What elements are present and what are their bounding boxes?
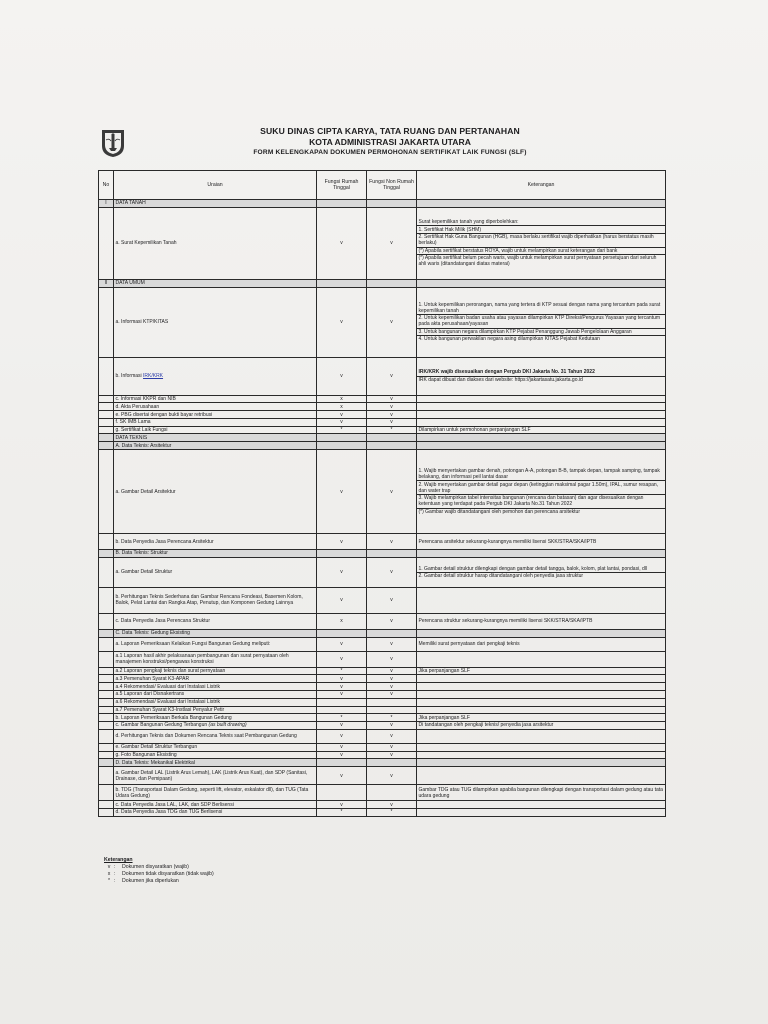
section-row: II DATA UMUM	[99, 279, 666, 287]
keterangan-cell: 1. Wajib menyertakan gambar denah, potongan A-A, potongan B-B, tampak depan, tampak samping, tampak belakang, dan informasi peil lantai dasar 2. Wajib menyertakan gambar detail pagar depan (ketinggian maksimal pagar 1.50m), IPAL, sumur resapan, dan water trap 3. Wajib melampirkan tabel intensitas bangunan (rencana dan batasan) dan agar disesuaikan dengan ketentuan yang terdapat pada Pergub DKI Jakarta No.31 Tahun 2022 (*) Gambar wajib ditandatangani oleh pemohon dan perencana arsitektur	[417, 450, 666, 534]
subsection-row: A. Data Teknis: Arsitektur	[99, 442, 666, 450]
document-header	[150, 126, 630, 156]
table-row: c. Data Penyedia Jasa Perencana Struktur x v Perencana struktur sekurang-kurangnya memiliki lisensi SKK/STRA/SKA/IPTB	[99, 613, 666, 629]
table-row: a. Gambar Detail Struktur v v 1. Gambar detail struktur dilengkapi dengan gambar detail tangga, balok, kolom, plat lantai, pondasi, dll 2. Gambar detail struktur harap ditandatangani oleh penyedia jasa struktur	[99, 557, 666, 587]
table-row: a. Gambar Detail Arsitektur v v 1. Wajib menyertakan gambar denah, potongan A-A, potongan B-B, tampak depan, tampak samping, tampak belakang, dan informasi peil lantai dasar 2. Wajib menyertakan gambar detail pagar depan (ketinggian maksimal pagar 1.50m), IPAL, sumur resapan, dan water trap 3. Wajib melampirkan tabel intensitas bangunan (rencana dan batasan) dan agar disesuaikan dengan ketentuan yang terdapat pada Pergub DKI Jakarta No.31 Tahun 2022 (*) Gambar wajib ditandatangani oleh pemohon dan perencana arsitektur	[99, 450, 666, 534]
legend-item: v : Dokumen disyaratkan (wajib)	[107, 864, 189, 871]
col-no: No	[99, 171, 114, 200]
table-row: c. Gambar Bangunan Gedung Terbangun (as built drawing) v v Di tandatangan oleh pengkaji teknis/ penyedia jasa arsitektur	[99, 722, 666, 730]
table-row: c. Informasi KKPR dan NIB x v	[99, 395, 666, 403]
legend-title: Keterangan	[104, 857, 133, 863]
section-row: DATA TEKNIS	[99, 434, 666, 442]
col-keterangan: Keterangan	[417, 171, 666, 200]
table-row: b. Data Penyedia Jasa Perencana Arsitektur v v Perencana arsitektur sekurang-kurangnya memiliki lisensi SKK/STRA/SKA/IPTB	[99, 534, 666, 550]
table-row: a.1 Laporan hasil akhir pelaksanaan pembangunan dan surat pernyataan oleh manajemen konstruksi/pengawas konstruksi v v	[99, 651, 666, 667]
table-row: a.6 Rekomendasi/ Evaluasi dari Instalasi Listrik	[99, 698, 666, 706]
legend-item: x : Dokumen tidak disyaratkan (tidak wajib)	[107, 871, 214, 878]
col-fungsi-rumah: Fungsi Rumah Tinggal	[317, 171, 367, 200]
keterangan-cell: 1. Gambar detail struktur dilengkapi dengan gambar detail tangga, balok, kolom, plat lantai, pondasi, dll 2. Gambar detail struktur harap ditandatangani oleh penyedia jasa struktur	[417, 557, 666, 587]
table-row: a.4 Rekomendasi/ Evaluasi dari Instalasi Listrik v v	[99, 683, 666, 691]
dki-jakarta-emblem-icon	[100, 128, 126, 158]
table-row: a. Laporan Pemeriksaan Kelaikan Fungsi Bangunan Gedung meliputi: v v Memiliki surat pernyataan dari pengkaji teknis	[99, 637, 666, 651]
keterangan-cell: 1. Untuk kepemilikan perorangan, nama yang tertera di KTP sesuai dengan nama yang tercantum pada surat kepemilikan tanah 2. Untuk kepemilikan badan usaha atau yayasan dilampirkan KTP Direksi/Pengurus Yayasan yang tercantum pada akta perusahaan/yayasan 3. Untuk bangunan negara dilampirkan KTP Pejabat Penanggung Jawab Pengelolaan Anggaran 4. Untuk bangunan perwakilan negara asing dilampirkan KITAS Pejabat Kedutaan	[417, 287, 666, 357]
table-row: b. Perhitungan Teknis Sederhana dan Gambar Rencana Fondeasi, Basemen Kolom, Balok, Pelat Lantai dan Rangka Atap, Penutup, dan Komponen Gedung Lainnya v v	[99, 587, 666, 613]
table-row: a. Surat Kepemilikan Tanah v v Surat kepemilikan tanah yang diperbolehkan: 1. Sertifikat Hak Milik (SHM) 2. Sertifikat Hak Guna Bangunan (HGB), masa berlaku sertifikat wajib diperhatikan (harus berstatus masih berlaku) (*) Apabila sertifikat berstatus ROYA, wajib untuk melampirkan surat keterangan dari bank (*) Apabila sertifikat belum pecah waris, wajib untuk melampirkan surat pernyataan persetujuan dari seluruh ahli waris (ditandatangani diatas materai)	[99, 207, 666, 279]
table-row: a. Informasi KTP/KITAS v v 1. Untuk kepemilikan perorangan, nama yang tertera di KTP sesuai dengan nama yang tercantum pada surat kepemilikan tanah 2. Untuk kepemilikan badan usaha atau yayasan dilampirkan KTP Direksi/Pengurus Yayasan yang tercantum pada akta perusahaan/yayasan 3. Untuk bangunan negara dilampirkan KTP Pejabat Penanggung Jawab Pengelolaan Anggaran 4. Untuk bangunan perwakilan negara asing dilampirkan KITAS Pejabat Kedutaan	[99, 287, 666, 357]
table-row: a.5 Laporan dari Disnakertrans v v	[99, 690, 666, 698]
subsection-row: C. Data Teknis: Gedung Eksisting	[99, 629, 666, 637]
handwritten-underline: IRK/KRK	[143, 373, 164, 380]
form-title: FORM KELENGKAPAN DOKUMEN PERMOHONAN SERTIFIKAT LAIK FUNGSI (SLF)	[253, 149, 527, 156]
table-row: a.2 Laporan pengkaji teknis dan surat pernyataan * v Jika perpanjangan SLF	[99, 667, 666, 675]
table-row: g. Foto Bangunan Eksisting v v	[99, 751, 666, 759]
legend-item: * : Dokumen jika diperlukan	[107, 878, 179, 885]
keterangan-cell: IRK/KRK wajib disesuaikan dengan Pergub DKI Jakarta No. 31 Tahun 2022 IRK dapat dibuat dan diakses dari website: https://jakartasatu.jakarta.go.id	[417, 357, 666, 395]
table-row: b. Laporan Pemeriksaan Berkala Bangunan Gedung * * Jika perpanjangan SLF	[99, 714, 666, 722]
table-row: b. TDG (Transportasi Dalam Gedung, seperti lift, elevator, eskalator dll), dan TUG (Tata Udara Gedung) Gambar TDG atau TUG dilampirkan apabila bangunan dilengkapi dengan transportasi dalam gedung atau tata udara gedung	[99, 785, 666, 801]
table-row: d. Akta Perusahaan x v	[99, 403, 666, 411]
table-row: d. Perhitungan Teknis dan Dokumen Rencana Teknis saat Pembangunan Gedung v v	[99, 729, 666, 743]
table-row: c. Data Penyedia Jasa LAL, LAK, dan SDP Berlisensi v v	[99, 801, 666, 809]
keterangan-cell: Surat kepemilikan tanah yang diperbolehkan: 1. Sertifikat Hak Milik (SHM) 2. Sertifikat Hak Guna Bangunan (HGB), masa berlaku sertifikat wajib diperhatikan (harus berstatus masih berlaku) (*) Apabila sertifikat berstatus ROYA, wajib untuk melampirkan surat keterangan dari bank (*) Apabila sertifikat belum pecah waris, wajib untuk melampirkan surat pernyataan persetujuan dari seluruh ahli waris (ditandatangani diatas materai)	[417, 207, 666, 279]
table-row: g. Sertifikat Laik Fungsi * * Dilampirkan untuk permohonan perpanjangan SLF	[99, 426, 666, 434]
table-row: a.7 Pemenuhan Syarat K3-Instlasi Penyalur Petir	[99, 706, 666, 714]
table-row: d. Data Penyedia Jasa TDG dan TUG Berlisensi * *	[99, 808, 666, 816]
legend	[104, 857, 214, 885]
agency-city: KOTA ADMINISTRASI JAKARTA UTARA	[309, 137, 471, 147]
subsection-row: D. Data Teknis: Mekanikal Elektrikal	[99, 759, 666, 767]
table-header-row	[99, 171, 666, 200]
table-row: a.3 Pemenuhan Syarat K3-APAR v v	[99, 675, 666, 683]
requirements-table	[98, 170, 666, 817]
table-row: a. Gambar Detail LAL (Listrik Arus Lemah), LAK (Listrik Arus Kuat), dan SDP (Sanitasi, Drainase, dan Pemipaan) v v	[99, 767, 666, 785]
table-row: e. Gambar Detail Struktur Terbangun v v	[99, 743, 666, 751]
agency-title: SUKU DINAS CIPTA KARYA, TATA RUANG DAN PERTANAHAN	[260, 126, 520, 136]
col-uraian: Uraian	[114, 171, 317, 200]
table-row: e. PBG disertai dengan bukti bayar retribusi v v	[99, 411, 666, 419]
col-fungsi-non: Fungsi Non Rumah Tinggal	[367, 171, 417, 200]
subsection-row: B. Data Teknis: Struktur	[99, 550, 666, 558]
table-row: f. SK IMB Lama v v	[99, 418, 666, 426]
table-row: b. Informasi IRK/KRK v v IRK/KRK wajib disesuaikan dengan Pergub DKI Jakarta No. 31 Tahun 2022 IRK dapat dibuat dan diakses dari website: https://jakartasatu.jakarta.go.id	[99, 357, 666, 395]
section-row: I DATA TANAH	[99, 200, 666, 208]
